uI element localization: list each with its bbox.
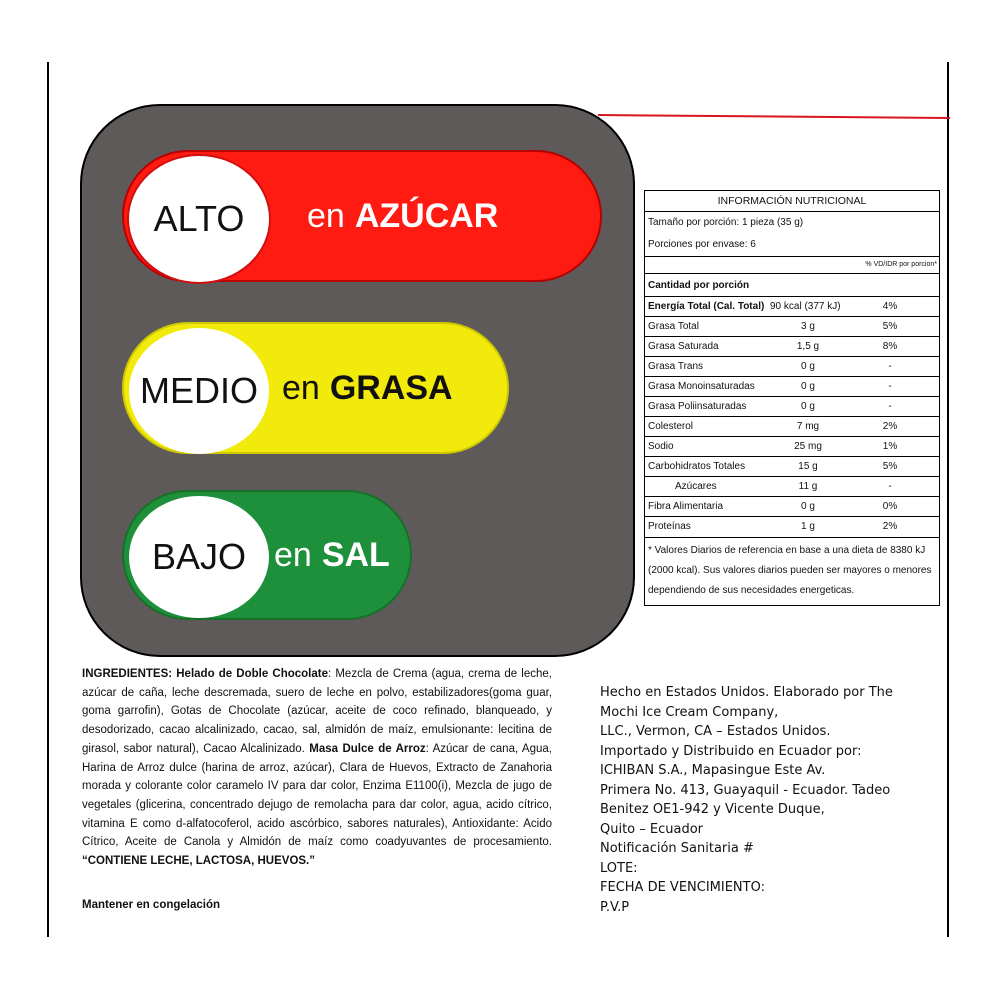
allergen-warning: “CONTIENE LECHE, LACTOSA, HUEVOS.” — [82, 855, 316, 868]
storage-instructions: Mantener en congelación — [82, 899, 221, 911]
nutrient-amount: 7 mg — [796, 421, 820, 432]
table-row — [645, 457, 939, 477]
table-row — [645, 337, 939, 357]
nutrient-dv: - — [888, 381, 892, 392]
nutrient-amount: 11 g — [798, 481, 818, 492]
table-row — [645, 477, 939, 497]
left-border-line — [47, 62, 49, 937]
manufacturer-line: ICHIBAN S.A., Mapasingue Este Av. — [600, 763, 826, 778]
nutrient-dv: 5% — [882, 321, 898, 332]
manufacturer-line: LOTE: — [600, 860, 638, 876]
servings-per-container: Porciones por envase: 6 — [645, 234, 939, 257]
nutrition-facts-table — [644, 190, 940, 606]
nutrient-name: Energía Total (Cal. Total) — [648, 301, 765, 312]
level-label: MEDIO — [139, 370, 258, 411]
high-sugar-warning — [122, 150, 602, 282]
manufacturer-line: LLC., Vermon, CA – Estados Unidos. — [600, 724, 831, 739]
nutrient-amount: 25 mg — [794, 441, 822, 452]
nutrient-prefix: en — [307, 196, 345, 235]
manufacturer-line: Mochi Ice Cream Company, — [600, 704, 779, 720]
manufacturer-info — [600, 683, 930, 917]
nutrition-footnote: * Valores Diarios de referencia en base a una dieta de 8380 kJ (2000 kcal). Sus valores diarios pueden ser mayores o menores dependiendo de sus necesidades energeticas. — [645, 537, 939, 605]
nutrient-text — [274, 492, 390, 618]
manufacturer-line: Notificación Sanitaria # — [600, 841, 754, 856]
nutrient-dv: 8% — [882, 341, 898, 352]
nutrient-dv: 1% — [882, 441, 898, 452]
right-border-line — [947, 62, 949, 937]
ingredients-part2-text: : Azúcar de cana, Agua, Harina de Arroz dulce (harina de arroz, azúcar), Clara de Huevos, Extracto de Zanahoria morada y colorante color caramelo IV para dar color, Enzima E1100(i), Mezcla de jugo de vegetales (glicerina, concentrado dejugo de remolacha para dar color, agua, acido cítrico, vitamina E como d-alfatocoferol, acido ascórbico, sabores naturales), Antioxidante: Acido Cítrico, Aceite de Canola y Almidón de maíz como coadyuvantes de procesamiento. — [82, 742, 552, 849]
nutrient-dv: 4% — [882, 301, 898, 312]
low-salt-warning — [122, 490, 412, 620]
medium-fat-warning — [122, 322, 509, 454]
warning-labels-panel — [80, 104, 635, 657]
nutrient-amount: 0 g — [801, 401, 815, 412]
nutrient-dv: 0% — [882, 501, 898, 512]
nutrient-name: GRASA — [329, 368, 453, 407]
nutrient-dv: 5% — [882, 461, 898, 472]
table-row — [645, 317, 939, 337]
nutrient-name: Proteínas — [648, 521, 691, 532]
ingredients-part2-title: Masa Dulce de Arroz — [309, 742, 426, 755]
nutrient-name: Grasa Total — [648, 321, 699, 332]
nutrient-name: Azúcares — [675, 481, 717, 492]
level-circle — [129, 496, 269, 618]
manufacturer-line: P.V.P — [600, 899, 630, 915]
nutrient-name: Grasa Poliinsaturadas — [648, 401, 747, 412]
nutrient-name: Carbohidratos Totales — [648, 461, 746, 472]
nutrient-name: Grasa Trans — [648, 361, 704, 372]
ingredients-label: INGREDIENTES: — [82, 668, 173, 680]
ingredients-text — [82, 665, 552, 871]
nutrient-dv: 2% — [882, 421, 898, 432]
table-row — [645, 437, 939, 457]
nutrient-amount: 0 g — [801, 361, 815, 372]
nutrition-title: INFORMACIÓN NUTRICIONAL — [645, 191, 939, 212]
nutrient-prefix: en — [274, 535, 312, 574]
daily-value-header: % VD/IDR por porcion* — [645, 257, 939, 274]
nutrient-name: Grasa Monoinsaturadas — [648, 381, 755, 392]
amount-per-serving-header: Cantidad por porción — [645, 274, 939, 297]
ingredients-part1-text: : Mezcla de Crema (agua, crema de leche, azúcar de caña, leche descremada, suero de leche en polvo, estabilizadores(goma guar, goma garrofin), Gotas de Chocolate (azúcar, aceite de coco refinado, blanqueado, y desodorizado, cacao alcalinizado, cacao, sal, almidón de maíz, emulsionante: lecitina de girasol, sabor natural), Cacao Alcalinizado. — [82, 668, 552, 755]
table-row — [645, 397, 939, 417]
nutrient-dv: - — [888, 481, 892, 492]
level-label: ALTO — [153, 198, 245, 239]
nutrient-amount: 1 g — [801, 521, 815, 532]
nutrient-dv: 2% — [882, 521, 898, 532]
nutrient-name: Grasa Saturada — [648, 341, 719, 352]
level-circle — [127, 154, 271, 284]
nutrient-name: AZÚCAR — [354, 196, 499, 235]
table-row — [645, 417, 939, 437]
nutrient-name: SAL — [321, 535, 390, 574]
nutrient-amount: 90 kcal (377 kJ) — [770, 301, 841, 312]
table-row — [645, 517, 939, 537]
nutrient-text — [307, 152, 498, 280]
serving-size: Tamaño por porción: 1 pieza (35 g) — [648, 217, 804, 228]
nutrient-name: Fibra Alimentaria — [648, 501, 724, 512]
table-row — [645, 357, 939, 377]
nutrient-amount: 3 g — [801, 321, 815, 332]
manufacturer-line: Importado y Distribuido en Ecuador por: — [600, 743, 862, 759]
ingredients-part1-title: Helado de Doble Chocolate — [176, 668, 328, 680]
table-row — [645, 297, 939, 317]
nutrient-text — [282, 324, 453, 452]
manufacturer-line: FECHA DE VENCIMIENTO: — [600, 880, 765, 895]
nutrient-prefix: en — [282, 368, 320, 407]
nutrient-dv: - — [888, 401, 892, 412]
manufacturer-line: Hecho en Estados Unidos. Elaborado por The — [600, 685, 893, 700]
level-circle — [129, 328, 269, 454]
manufacturer-line: Primera No. 413, Guayaquil - Ecuador. Tadeo — [600, 782, 891, 798]
nutrient-amount: 1,5 g — [796, 341, 820, 352]
nutrient-dv: - — [888, 361, 892, 372]
nutrient-name: Sodio — [648, 441, 674, 452]
red-guide-line — [598, 114, 950, 120]
table-row — [645, 377, 939, 397]
nutrient-amount: 15 g — [798, 461, 818, 472]
level-label: BAJO — [151, 536, 247, 577]
nutrient-name: Colesterol — [648, 421, 694, 432]
nutrient-amount: 0 g — [801, 501, 815, 512]
table-row — [645, 497, 939, 517]
nutrient-amount: 0 g — [801, 381, 815, 392]
manufacturer-line: Quito – Ecuador — [600, 821, 704, 837]
manufacturer-line: Benitez OE1-942 y Vicente Duque, — [600, 802, 825, 817]
